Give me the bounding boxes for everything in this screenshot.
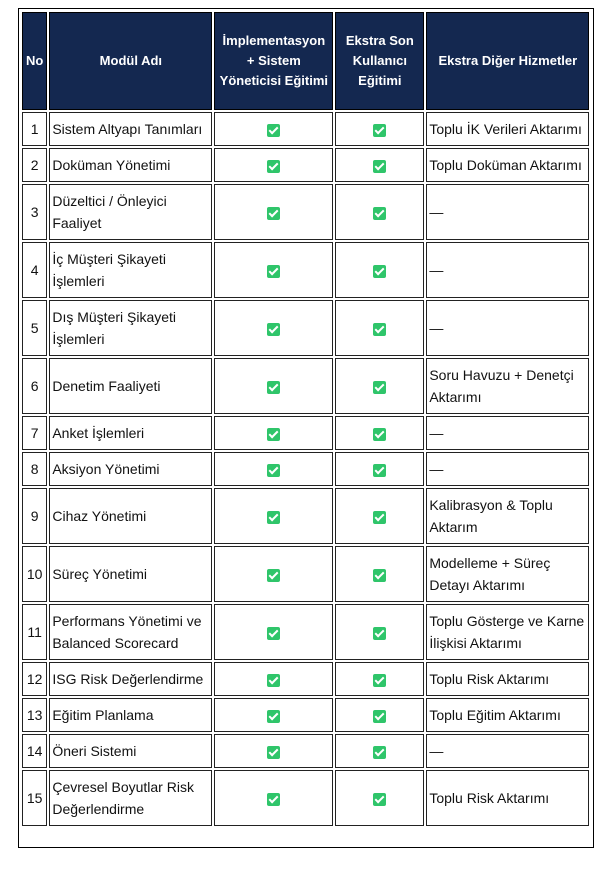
implementation-check-cell [214, 698, 333, 732]
header-enduser: Ekstra Son Kullanıcı Eğitimi [335, 12, 424, 110]
module-name: Anket İşlemleri [49, 416, 212, 450]
enduser-check-cell [335, 488, 424, 544]
check-mark-icon [373, 746, 386, 759]
implementation-check-cell [214, 242, 333, 298]
extra-service: Toplu İK Verileri Aktarımı [426, 112, 589, 146]
module-name: Eğitim Planlama [49, 698, 212, 732]
module-name: Düzeltici / Önleyici Faaliyet [49, 184, 212, 240]
check-mark-icon [373, 627, 386, 640]
enduser-check-cell [335, 604, 424, 660]
row-number: 9 [22, 488, 47, 544]
row-number: 7 [22, 416, 47, 450]
extra-service: Modelleme + Süreç Detayı Aktarımı [426, 546, 589, 602]
check-mark-icon [373, 381, 386, 394]
implementation-check-cell [214, 488, 333, 544]
check-mark-icon [267, 323, 280, 336]
implementation-check-cell [214, 416, 333, 450]
enduser-check-cell [335, 698, 424, 732]
check-mark-icon [373, 124, 386, 137]
check-mark-icon [373, 207, 386, 220]
row-number: 12 [22, 662, 47, 696]
extra-service: — [426, 416, 589, 450]
implementation-check-cell [214, 662, 333, 696]
check-mark-icon [267, 746, 280, 759]
implementation-check-cell [214, 734, 333, 768]
enduser-check-cell [335, 770, 424, 826]
extra-service: Soru Havuzu + Denetçi Aktarımı [426, 358, 589, 414]
table-body [22, 112, 589, 826]
check-mark-icon [373, 323, 386, 336]
check-mark-icon [267, 124, 280, 137]
check-mark-icon [373, 710, 386, 723]
enduser-check-cell [335, 300, 424, 356]
table-row [22, 416, 589, 450]
extra-service: Toplu Gösterge ve Karne İlişkisi Aktarımı [426, 604, 589, 660]
check-mark-icon [373, 464, 386, 477]
implementation-check-cell [214, 546, 333, 602]
enduser-check-cell [335, 184, 424, 240]
check-mark-icon [373, 265, 386, 278]
enduser-check-cell [335, 358, 424, 414]
table-row [22, 452, 589, 486]
enduser-check-cell [335, 242, 424, 298]
module-name: Doküman Yönetimi [49, 148, 212, 182]
module-name: Öneri Sistemi [49, 734, 212, 768]
enduser-check-cell [335, 734, 424, 768]
extra-service: Kalibrasyon & Toplu Aktarım [426, 488, 589, 544]
check-mark-icon [373, 674, 386, 687]
modules-table [20, 10, 591, 828]
enduser-check-cell [335, 148, 424, 182]
table-row [22, 662, 589, 696]
check-mark-icon [267, 569, 280, 582]
table-row [22, 148, 589, 182]
enduser-check-cell [335, 452, 424, 486]
table-row [22, 488, 589, 544]
check-mark-icon [267, 674, 280, 687]
header-other: Ekstra Diğer Hizmetler [426, 12, 589, 110]
module-name: Sistem Altyapı Tanımları [49, 112, 212, 146]
extra-service: — [426, 184, 589, 240]
table-row [22, 770, 589, 826]
check-mark-icon [373, 793, 386, 806]
module-name: ISG Risk Değerlendirme [49, 662, 212, 696]
implementation-check-cell [214, 184, 333, 240]
module-name: İç Müşteri Şikayeti İşlemleri [49, 242, 212, 298]
table-row [22, 358, 589, 414]
table-row [22, 604, 589, 660]
enduser-check-cell [335, 112, 424, 146]
header-no: No [22, 12, 47, 110]
table-row [22, 184, 589, 240]
row-number: 1 [22, 112, 47, 146]
check-mark-icon [373, 511, 386, 524]
check-mark-icon [267, 381, 280, 394]
module-name: Çevresel Boyutlar Risk Değerlendirme [49, 770, 212, 826]
implementation-check-cell [214, 604, 333, 660]
extra-service: — [426, 452, 589, 486]
module-name: Dış Müşteri Şikayeti İşlemleri [49, 300, 212, 356]
module-name: Denetim Faaliyeti [49, 358, 212, 414]
row-number: 15 [22, 770, 47, 826]
enduser-check-cell [335, 416, 424, 450]
check-mark-icon [267, 428, 280, 441]
extra-service: Toplu Doküman Aktarımı [426, 148, 589, 182]
extra-service: Toplu Risk Aktarımı [426, 770, 589, 826]
module-name: Süreç Yönetimi [49, 546, 212, 602]
check-mark-icon [267, 464, 280, 477]
row-number: 2 [22, 148, 47, 182]
table-row [22, 112, 589, 146]
row-number: 5 [22, 300, 47, 356]
check-mark-icon [267, 160, 280, 173]
row-number: 14 [22, 734, 47, 768]
check-mark-icon [267, 793, 280, 806]
table-row [22, 242, 589, 298]
check-mark-icon [267, 265, 280, 278]
extra-service: — [426, 242, 589, 298]
table-row [22, 546, 589, 602]
enduser-check-cell [335, 662, 424, 696]
row-number: 3 [22, 184, 47, 240]
module-name: Aksiyon Yönetimi [49, 452, 212, 486]
check-mark-icon [267, 627, 280, 640]
extra-service: — [426, 734, 589, 768]
extra-service: Toplu Eğitim Aktarımı [426, 698, 589, 732]
check-mark-icon [373, 569, 386, 582]
check-mark-icon [373, 428, 386, 441]
table-row [22, 698, 589, 732]
implementation-check-cell [214, 148, 333, 182]
row-number: 4 [22, 242, 47, 298]
table-row [22, 300, 589, 356]
row-number: 11 [22, 604, 47, 660]
module-name: Performans Yönetimi ve Balanced Scorecard [49, 604, 212, 660]
row-number: 10 [22, 546, 47, 602]
implementation-check-cell [214, 300, 333, 356]
enduser-check-cell [335, 546, 424, 602]
header-implementation: İmplementasyon + Sistem Yöneticisi Eğitimi [214, 12, 333, 110]
table-row [22, 734, 589, 768]
module-name: Cihaz Yönetimi [49, 488, 212, 544]
extra-service: — [426, 300, 589, 356]
implementation-check-cell [214, 770, 333, 826]
header-module: Modül Adı [49, 12, 212, 110]
row-number: 6 [22, 358, 47, 414]
check-mark-icon [267, 207, 280, 220]
implementation-check-cell [214, 358, 333, 414]
table-header-row [22, 12, 589, 110]
row-number: 13 [22, 698, 47, 732]
check-mark-icon [267, 511, 280, 524]
implementation-check-cell [214, 112, 333, 146]
row-number: 8 [22, 452, 47, 486]
extra-service: Toplu Risk Aktarımı [426, 662, 589, 696]
check-mark-icon [267, 710, 280, 723]
implementation-check-cell [214, 452, 333, 486]
check-mark-icon [373, 160, 386, 173]
